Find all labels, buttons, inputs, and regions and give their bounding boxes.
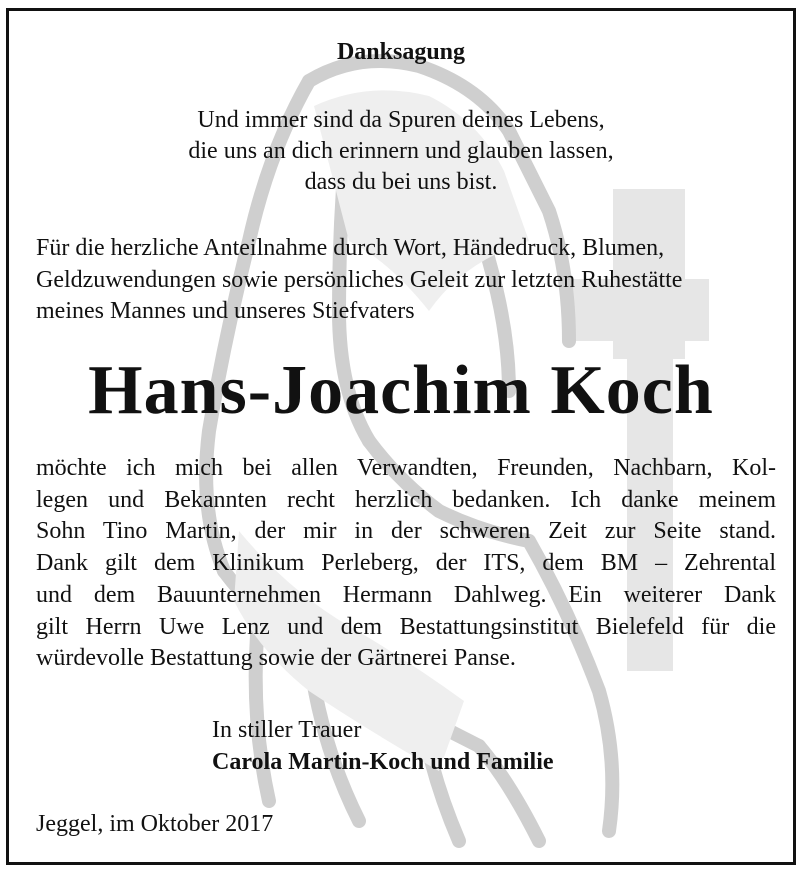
verse-line: dass du bei uns bist. xyxy=(304,169,498,195)
intro-line: Für die herzliche Anteilnahme durch Wort, Händedruck, Blumen, xyxy=(36,235,665,261)
verse-line: Und immer sind da Spuren deines Lebens, xyxy=(197,107,605,133)
notice-content xyxy=(9,11,793,862)
intro-line: Geldzuwendungen sowie persönliches Geleit zur letzten Ruhestätte xyxy=(36,266,683,293)
signature-line: In stiller Trauer xyxy=(212,717,362,743)
place-date: Jeggel, im Oktober 2017 xyxy=(36,811,274,837)
thanks-paragraph xyxy=(36,453,776,675)
thanks-line: Sohn Tino Martin, der mir in der schweren Zeit zur Seite stand. xyxy=(36,518,776,545)
thanks-line: würdevolle Bestattung sowie der Gärtnerei Panse. xyxy=(36,645,516,672)
obituary-card xyxy=(6,8,796,865)
signature xyxy=(212,714,554,778)
thanks-line: möchte ich mich bei allen Verwandten, Freunden, Nachbarn, Kol- xyxy=(36,455,776,481)
signature-family: Carola Martin-Koch und Familie xyxy=(212,749,554,775)
deceased-name: Hans-Joachim Koch xyxy=(88,352,714,429)
verse-line: die uns an dich erinnern und glauben lassen, xyxy=(188,138,614,164)
heading: Danksagung xyxy=(336,39,466,65)
thanks-line: und dem Bauunternehmen Hermann Dahlweg. Ein weiterer Dank xyxy=(36,581,776,608)
thanks-line: gilt Herrn Uwe Lenz und dem Bestattungsinstitut Bielefeld für die xyxy=(36,613,776,640)
thanks-line: Dank gilt dem Klinikum Perleberg, der ITS, dem BM – Zehrental xyxy=(36,550,776,577)
verse xyxy=(9,105,793,198)
intro-paragraph xyxy=(36,233,776,328)
thanks-line: legen und Bekannten recht herzlich bedanken. Ich danke meinem xyxy=(36,486,776,513)
intro-line: meines Mannes und unseres Stiefvaters xyxy=(36,298,415,325)
